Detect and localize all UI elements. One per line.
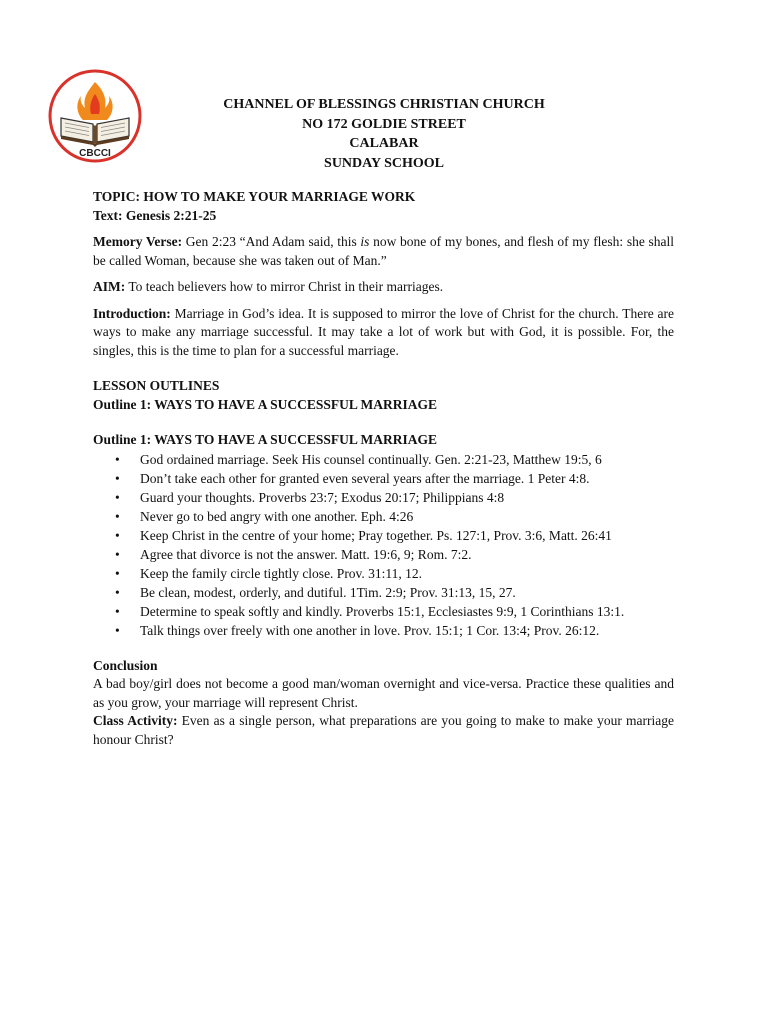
- logo-text: CBCCI: [79, 148, 111, 159]
- aim: [93, 278, 674, 297]
- introduction-label: Introduction:: [93, 305, 171, 321]
- list-item-text: Keep Christ in the centre of your home; Pray together. Ps. 127:1, Prov. 3:6, Matt. 26:41: [140, 527, 612, 543]
- memory-verse-pre: Gen 2:23 “And Adam said, this: [182, 234, 361, 249]
- list-item: [93, 526, 674, 545]
- lesson-body: [93, 188, 674, 749]
- bullet-icon: •: [115, 546, 120, 562]
- conclusion-text: A bad boy/girl does not become a good man/woman overnight and vice-versa. Practice these qualities and as you grow, your marriage will represent Christ.: [93, 676, 674, 710]
- class-activity: [93, 712, 674, 749]
- conclusion-heading: Conclusion: [93, 657, 158, 673]
- class-activity-label: Class Activity:: [93, 713, 178, 728]
- topic-title: TOPIC: HOW TO MAKE YOUR MARRIAGE WORK: [93, 189, 416, 204]
- church-address: NO 172 GOLDIE STREET: [302, 116, 466, 132]
- list-item: [93, 488, 674, 507]
- memory-verse-label: Memory Verse:: [93, 234, 183, 249]
- outline-list: [93, 450, 674, 640]
- list-item: [93, 507, 674, 526]
- list-item-text: Never go to bed angry with one another. Eph. 4:26: [140, 508, 414, 524]
- list-item-text: Keep the family circle tightly close. Prov. 31:11, 12.: [140, 565, 423, 581]
- list-item: [93, 545, 674, 564]
- church-header: [150, 95, 618, 173]
- aim-text: To teach believers how to mirror Christ in their marriages.: [125, 279, 444, 294]
- memory-verse: [93, 233, 674, 270]
- list-item-text: Agree that divorce is not the answer. Matt. 19:6, 9; Rom. 7:2.: [140, 546, 472, 562]
- memory-verse-post: now bone of my bones, and flesh of my flesh: she shall be called Woman, because she was taken out of Man.”: [93, 234, 675, 268]
- bible-flame-icon: [47, 68, 143, 164]
- bullet-icon: •: [115, 451, 120, 467]
- aim-label: AIM:: [93, 279, 126, 294]
- introduction-text: Marriage in God’s idea. It is supposed to mirror the love of Christ for the church. There are ways to make any marriage successful. It may take a lot of work but with God, it is possible. For, the singles, this is the time to plan for a successful marriage.: [93, 305, 674, 358]
- class-activity-text: Even as a single person, what preparations are you going to make to make your marriage honour Christ?: [93, 713, 674, 747]
- bullet-icon: •: [115, 565, 120, 581]
- list-item-text: Guard your thoughts. Proverbs 23:7; Exodus 20:17; Philippians 4:8: [140, 489, 505, 505]
- list-item: [93, 602, 674, 621]
- lesson-outlines-heading: LESSON OUTLINES: [93, 378, 220, 393]
- memory-verse-italic: is: [360, 234, 370, 249]
- bullet-icon: •: [115, 527, 120, 543]
- list-item: [93, 469, 674, 488]
- bullet-icon: •: [115, 584, 120, 600]
- list-item: [93, 583, 674, 602]
- bullet-icon: •: [115, 603, 120, 619]
- list-item-text: Be clean, modest, orderly, and dutiful. 1Tim. 2:9; Prov. 31:13, 15, 27.: [140, 584, 516, 600]
- list-item: [93, 450, 674, 469]
- list-item-text: Don’t take each other for granted even several years after the marriage. 1 Peter 4:8.: [140, 470, 590, 486]
- church-city: CALABAR: [349, 136, 419, 151]
- introduction: [93, 305, 674, 361]
- church-department: SUNDAY SCHOOL: [324, 155, 444, 171]
- list-item-text: God ordained marriage. Seek His counsel continually. Gen. 2:21-23, Matthew 19:5, 6: [140, 451, 602, 467]
- bullet-icon: •: [115, 622, 120, 638]
- bullet-icon: •: [115, 470, 120, 486]
- outline-1-title-repeat: Outline 1: WAYS TO HAVE A SUCCESSFUL MARRIAGE: [93, 432, 437, 447]
- bullet-icon: •: [115, 489, 120, 505]
- outline-1-title: Outline 1: WAYS TO HAVE A SUCCESSFUL MARRIAGE: [93, 396, 437, 412]
- list-item-text: Talk things over freely with one another in love. Prov. 15:1; 1 Cor. 13:4; Prov. 26:12.: [140, 622, 600, 638]
- list-item: [93, 564, 674, 583]
- list-item-text: Determine to speak softly and kindly. Proverbs 15:1, Ecclesiastes 9:9, 1 Corinthians 13:1.: [140, 603, 625, 619]
- bullet-icon: •: [115, 508, 120, 524]
- church-name: CHANNEL OF BLESSINGS CHRISTIAN CHURCH: [223, 97, 545, 112]
- topic-text: Text: Genesis 2:21-25: [93, 207, 217, 223]
- church-logo: [47, 68, 143, 164]
- list-item: [93, 621, 674, 640]
